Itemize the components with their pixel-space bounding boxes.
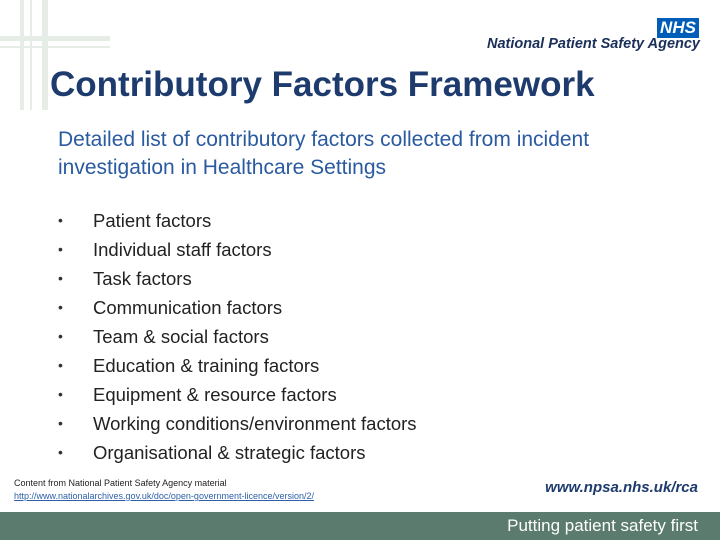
corner-decoration-horizontal-2 [0,46,110,48]
factor-list [55,206,417,467]
factor-label: Education & training factors [93,355,320,376]
factor-label: Equipment & resource factors [93,384,337,405]
list-item [55,322,417,351]
factor-label: Organisational & strategic factors [93,442,366,463]
factor-label: Communication factors [93,297,283,318]
bullet-icon: • [58,415,63,431]
footer-bar [0,512,720,540]
factor-label: Task factors [93,268,192,289]
factor-label: Team & social factors [93,326,269,347]
list-item [55,409,417,438]
source-note [14,477,314,503]
list-item [55,235,417,264]
tagline: Putting patient safety first [507,516,698,535]
corner-decoration-vertical-3 [42,0,48,110]
factor-label: Individual staff factors [93,239,272,260]
corner-decoration-vertical-2 [30,0,32,110]
bullet-icon: • [58,386,63,402]
bullet-icon: • [58,212,63,228]
bullet-icon: • [58,270,63,286]
agency-name: National Patient Safety Agency [487,36,700,52]
list-item [55,206,417,235]
website-url[interactable]: www.npsa.nhs.uk/rca [545,479,698,496]
list-item [55,351,417,380]
bullet-icon: • [58,241,63,257]
corner-decoration-vertical-1 [20,0,24,110]
licence-link[interactable]: http://www.nationalarchives.gov.uk/doc/open-government-licence/version/2/ [14,491,314,501]
source-text: Content from National Patient Safety Agency material [14,478,227,488]
bullet-icon: • [58,299,63,315]
corner-decoration-horizontal-1 [0,36,110,41]
list-item [55,380,417,409]
factor-label: Patient factors [93,210,212,231]
nhs-logo: NHS [657,18,699,38]
list-item [55,438,417,467]
list-item [55,264,417,293]
factor-label: Working conditions/environment factors [93,413,417,434]
bullet-icon: • [58,444,63,460]
slide-subtitle: Detailed list of contributory factors collected from incident investigation in Healthcare Settings [58,128,590,179]
bullet-icon: • [58,357,63,373]
slide-title: Contributory Factors Framework [50,65,595,104]
bullet-icon: • [58,328,63,344]
list-item [55,293,417,322]
